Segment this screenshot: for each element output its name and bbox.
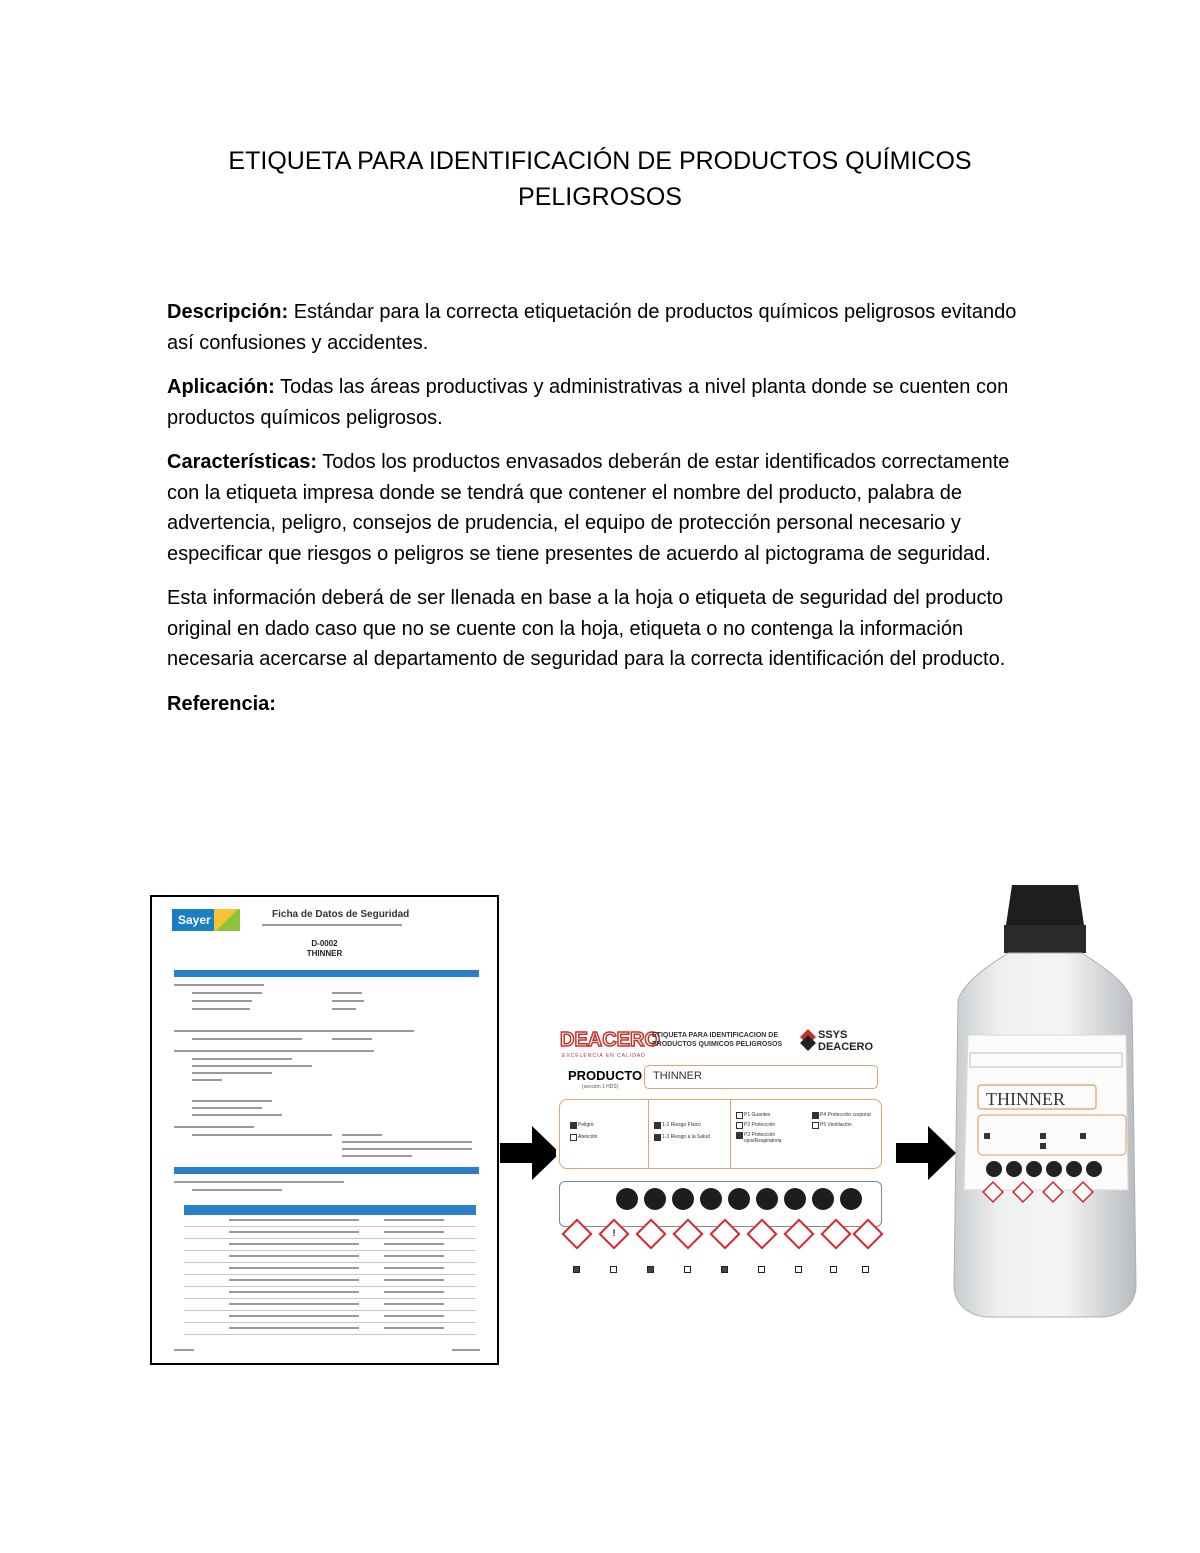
sds-text-line [342,1141,472,1143]
sds-footer-line [452,1349,480,1351]
section-label: Descripción: [167,301,289,323]
producto-field: THINNER [644,1065,878,1089]
arrow-right-icon [896,1126,956,1180]
sds-text-line [192,1065,312,1067]
ppe-icon [784,1188,806,1210]
sds-footer-line [174,1349,194,1351]
sds-text-line [174,1050,374,1052]
label-checkbox [1040,1133,1046,1139]
section-text: Todas las áreas productivas y administrativas a nivel planta donde se cuenten con productos químicos peligrosos. [167,376,1009,429]
pictogram-checkbox [647,1266,654,1273]
checkbox-riesgo-fisico [654,1122,661,1129]
divider [730,1100,731,1168]
sds-text-line [192,1038,302,1040]
section-text: Todos los productos envasados deberán de estar identificados correctamente con la etiqueta impresa donde se tendrá que contener el nombre del producto, palabra de advertencia, peligro, consejos de prudencia, el equipo de protección personal necesario y especificar que riesgos o peligros se tiene presentes de acuerdo al pictograma de seguridad. [167,451,1010,565]
label-checkbox [984,1133,990,1139]
sds-text-line [192,992,262,994]
sds-text-line [174,1126,254,1128]
sds-text-line [192,1079,222,1081]
safety-data-sheet-image [150,895,499,1365]
pictogram-checkbox [795,1266,802,1273]
sds-subheading-lines [262,924,402,926]
ppe-icon [812,1188,834,1210]
section-note: Esta información deberá de ser llenada en base a la hoja o etiqueta de seguridad del producto original en dado caso que no se cuente con la hoja, etiqueta o no contenga la información necesaria acercarse al departamento de seguridad para la correcta identificación del producto. [167,587,1006,670]
reference-label: Referencia: [167,692,276,715]
section-referencia [167,689,1047,720]
bottle-cap-ring [1004,925,1086,953]
precaution-option: P5 Ventilación [820,1122,852,1128]
arrow-right-icon [500,1126,560,1180]
table-row [184,1227,476,1239]
ppe-icon [672,1188,694,1210]
sds-text-line [342,1155,412,1157]
ssys-brand: SSYS DEACERO [818,1029,874,1053]
pictogram-checkbox [684,1266,691,1273]
ssys-logo-icon [800,1029,816,1051]
table-row [184,1299,476,1311]
ppe-icon [700,1188,722,1210]
sds-text-line [174,1181,344,1183]
section-label: Características: [167,451,318,473]
page-title: ETIQUETA PARA IDENTIFICACIÓN DE PRODUCTOS QUÍMICOS PELIGROSOS [228,147,972,211]
ppe-icon [616,1188,638,1210]
sds-text-line [192,1189,282,1191]
table-row [184,1263,476,1275]
section-label: Aplicación: [167,376,275,398]
ppe-icon [840,1188,862,1210]
sds-text-line [342,1134,382,1136]
section-text: Estándar para la correcta etiquetación de productos químicos peligrosos evitando así confusiones y accidentes. [167,301,1017,354]
hazard-option: 1-2 Riesgo Físico [662,1122,701,1128]
table-row [184,1287,476,1299]
hazard-option: Atención [578,1134,598,1140]
pictogram-checkbox [573,1266,580,1273]
deacero-tagline: EXCELENCIA EN CALIDAD [562,1053,646,1059]
checkbox-p4 [812,1112,819,1119]
sds-heading: Ficha de Datos de Seguridad [272,909,410,920]
labeled-bottle-photo [950,885,1140,1320]
pictogram-checkbox [721,1266,728,1273]
ppe-icon [756,1188,778,1210]
exclamation-glyph: ! [612,1228,616,1238]
precaution-option: P4 Protección corporal [820,1112,871,1118]
table-row [184,1251,476,1263]
sds-text-line [174,1030,414,1032]
label-checkbox [1040,1143,1046,1149]
producto-sublabel: (sección 1 HDS) [582,1084,619,1090]
checkbox-p3 [736,1132,743,1139]
hazard-option: 1-3 Riesgo a la Salud [662,1134,710,1140]
sds-text-line [192,1000,252,1002]
checkbox-peligro [570,1122,577,1129]
handwritten-product: THINNER [986,1089,1065,1109]
ppe-icon [728,1188,750,1210]
sds-text-line [332,1000,364,1002]
sds-text-line [192,1058,292,1060]
precaution-option: P3 Protección ojos/Respiratoria [744,1132,782,1144]
pictogram-checkbox [830,1266,837,1273]
checkbox-p5 [812,1122,819,1129]
bottle-cap [1006,885,1084,925]
sds-section-bar [174,970,479,977]
section-descripcion [167,297,1047,358]
sds-text-line [342,1148,472,1150]
checkbox-riesgo-salud [654,1134,661,1141]
sds-code: D-0002 [311,939,338,948]
checkbox-p1 [736,1112,743,1119]
section-caracteristicas [167,447,1047,569]
table-row [184,1311,476,1323]
sds-text-line [192,1107,262,1109]
sds-text-line [332,1008,356,1010]
sds-product: THINNER [306,949,343,958]
table-row [184,1215,476,1227]
table-row [184,1239,476,1251]
hazard-option: Peligro [578,1122,594,1128]
checkbox-p2 [736,1122,743,1129]
sds-classification-table [184,1205,476,1335]
sds-text-line [192,1100,272,1102]
sds-text-line [192,1072,272,1074]
deacero-logo: DEACERO [560,1029,661,1051]
producto-label: PRODUCTO [568,1068,643,1083]
hazard-box [559,1099,882,1169]
ppe-icon [644,1188,666,1210]
table-header [184,1205,476,1215]
sds-section-bar [174,1167,479,1174]
sds-text-line [192,1134,332,1136]
table-row [184,1275,476,1287]
document-body [167,297,1047,733]
sds-text-line [332,1038,372,1040]
deacero-label-image [556,1023,890,1278]
pictogram-checkbox [862,1266,869,1273]
precaution-option: P2 Protección [744,1122,776,1128]
section-aplicacion [167,372,1047,433]
sds-text-line [192,1114,282,1116]
label-header: ETIQUETA PARA IDENTIFICACION DE PRODUCTOS QUIMICOS PELIGROSOS [652,1032,783,1048]
precaution-option: P1 Guantes [744,1112,771,1118]
sds-text-line [332,992,362,994]
pictogram-checkbox [610,1266,617,1273]
label-checkbox [1080,1133,1086,1139]
sayer-logo: Sayer [172,909,240,931]
checkbox-atencion [570,1134,577,1141]
sds-code-block [152,939,497,959]
sds-text-line [192,1008,250,1010]
table-row [184,1323,476,1335]
divider [648,1100,649,1168]
pictogram-checkbox [758,1266,765,1273]
sds-text-line [174,984,264,986]
